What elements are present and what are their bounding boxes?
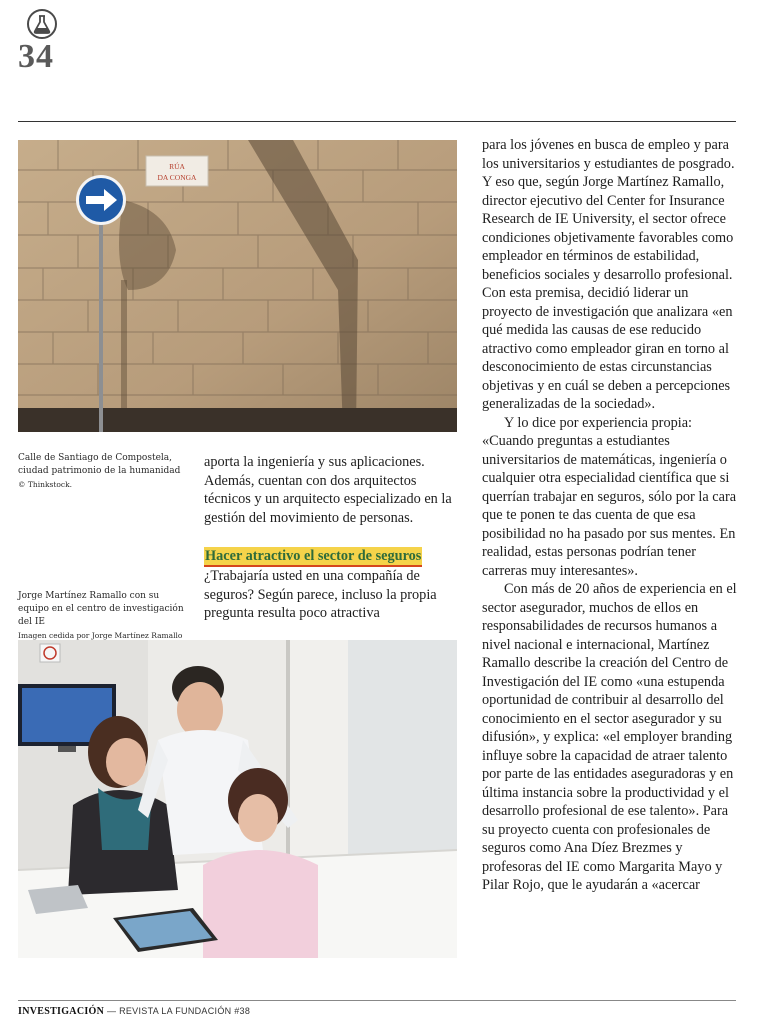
page-number: 34 — [18, 38, 54, 75]
right-paragraph-3: Con más de 20 años de experiencia en el sector asegurador, muchos de ellos en responsabilidades de recursos humanos a nivel nacional e internacional, Martínez Ramallo describe la creación del Centro de Investigación del IE como «una estupenda oportunidad de contribuir al desarrollo del conocimiento en el sector asegurador y su difusión», y explica: «el employer branding influye sobre la capacidad de atraer talento por parte de las entidades aseguradoras y en última instancia sobre la productividad y el desarrollo profesional de ese talento». Para su proyecto cuenta con profesionales de seguros como Ana Díez Brezmes y profesoras del IE como Margarita Mayo y Pilar Rojo, que le ayudarán a «acercar — [482, 581, 737, 893]
top-rule — [18, 121, 736, 122]
photo1-caption — [18, 452, 188, 491]
right-paragraph-1: para los jóvenes en busca de empleo y para los universitarios y estudiantes de posgrado. Y eso que, según Jorge Martínez Ramallo, director ejecutivo del Center for Insurance Research de IE University, el sector ofrece condiciones objetivamente favorables como empleador en términos de estabilidad, beneficios sociales y desarrollo profesional. Con esta premisa, decidió liderar un proyecto de investigación que analizara «en qué medida las causas de ese reducido atractivo como empleador giran en torno al desconocimiento de estas circunstancias objetivas y en cuál se deben a percepciones generalizadas de la sociedad». — [482, 137, 735, 412]
street-photo — [18, 140, 457, 432]
bottom-rule — [18, 1000, 736, 1001]
right-paragraph-2: Y lo dice por experiencia propia: «Cuando preguntas a estudiantes universitarios de matemáticas, ingeniería o cualquier otra especialidad científica que si querrían trabajar en seguros, sólo por la cara que te ponen te das cuenta de que esa posibilidad no ha pasado por sus mentes. En realidad, estas personas podrían tener carreras muy interesantes». — [482, 414, 737, 579]
page-footer — [18, 1006, 250, 1017]
middle-intro-paragraph: aporta la ingeniería y sus aplicaciones. Además, cuentan con dos arquitectos técnicos y un arquitecto especializado en la gestión del movimiento de personas. — [204, 454, 452, 526]
footer-separator: — — [104, 1006, 120, 1016]
footer-publication: REVISTA LA FUNDACIÓN #38 — [119, 1006, 251, 1016]
photo2-credit: Imagen cedida por Jorge Martínez Ramallo — [18, 631, 183, 640]
photo2-caption — [18, 590, 188, 642]
photo1-credit: © Thinkstock. — [18, 480, 72, 489]
section-subheading: Hacer atractivo el sector de seguros — [204, 547, 422, 567]
footer-section: INVESTIGACIÓN — [18, 1006, 105, 1017]
middle-body-paragraph: ¿Trabajaría usted en una compañía de seguros? Según parece, incluso la propia pregunta resulta poco atractiva — [204, 568, 437, 621]
svg-text:RÚA: RÚA — [169, 162, 185, 171]
photo2-caption-text: Jorge Martínez Ramallo con su equipo en el centro de investigación del IE — [18, 591, 184, 627]
column-right — [482, 136, 738, 895]
photo1-caption-text: Calle de Santiago de Compostela, ciudad patrimonio de la humanidad — [18, 453, 181, 476]
svg-text:DA CONGA: DA CONGA — [157, 173, 197, 182]
flask-icon — [26, 8, 58, 40]
column-middle — [204, 453, 462, 623]
team-photo — [18, 640, 457, 958]
